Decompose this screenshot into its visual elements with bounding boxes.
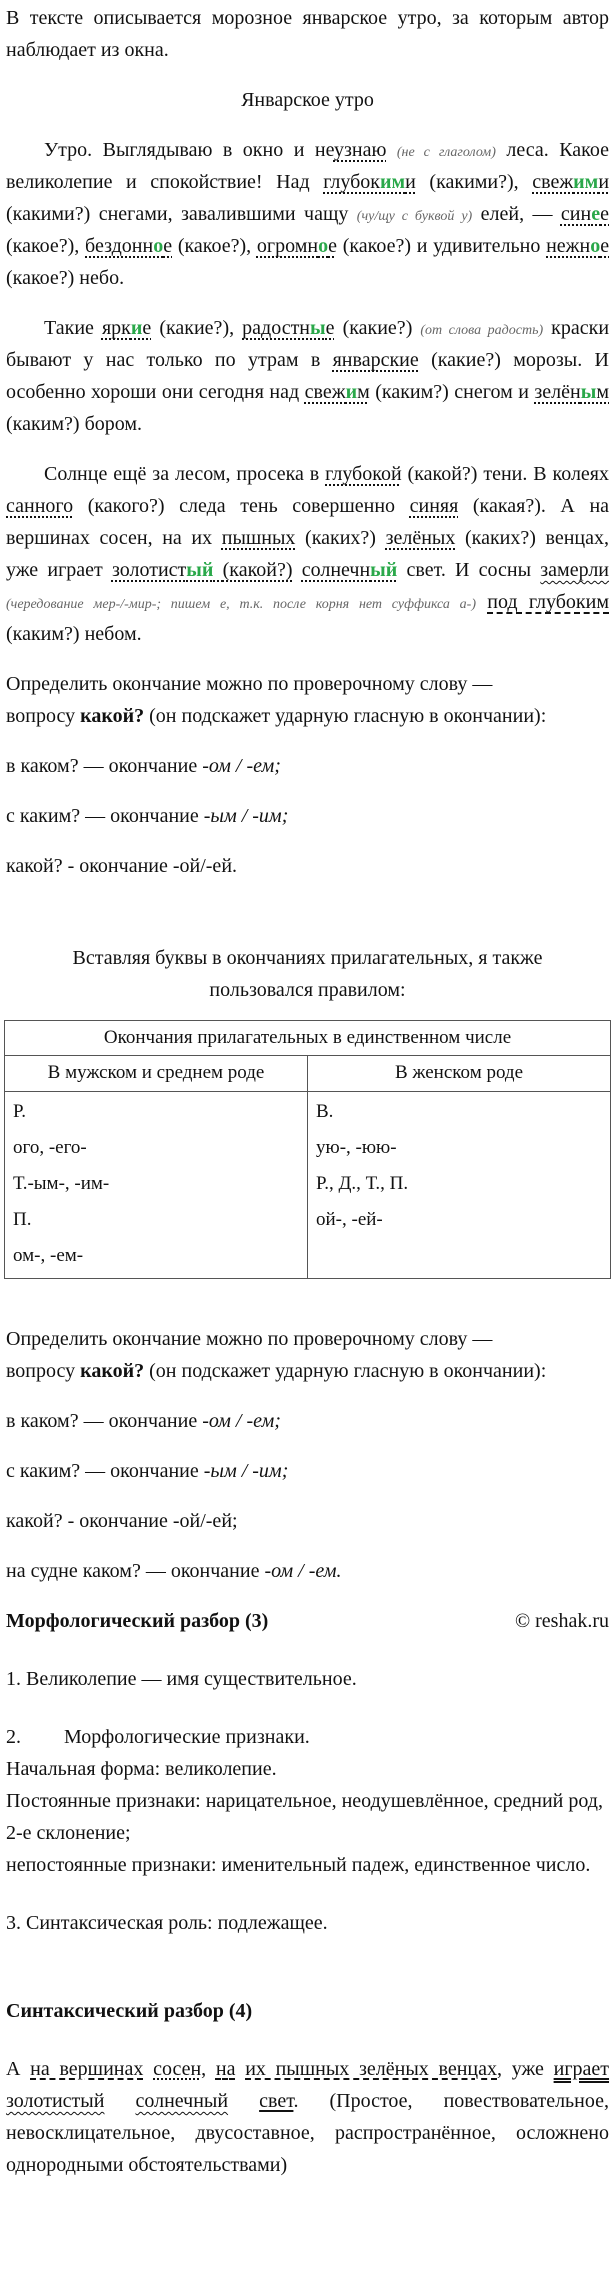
p1-note: (не с глаголом) xyxy=(396,145,496,160)
p1-word-glubokimi: глубокими xyxy=(323,171,416,193)
check-line: вопросу какой? (он подскажет ударную гласную в окончании): xyxy=(6,705,547,727)
morph-line: 2. Морфологические признаки. xyxy=(6,1725,310,1748)
check-line: Определить окончание можно по проверочному слову — xyxy=(6,673,493,695)
morph-line: непостоянные признаки: именительный падеж, единственное число. xyxy=(6,1853,591,1876)
p2-word-yanvarskie: январские xyxy=(332,349,419,371)
paragraph-2: Такие яркие (какие?), радостные (какие?) (от слова радость) краски бывают у нас только по утрам в январские (какие?) морозы. И особенно хороши они сегодня над свежим (каким?) снегом и зелёным (каким?) бором. xyxy=(6,317,610,435)
p1-word-ogromnoe: огромное xyxy=(256,235,337,257)
synt-heading: Синтаксический разбор (4) xyxy=(6,1999,253,2022)
p1-word-uznayu: узнаю xyxy=(333,139,387,161)
p1-word-svezhimi: свежими xyxy=(532,171,610,193)
p1-word-sinee: синее xyxy=(560,203,609,225)
check-block-1 xyxy=(6,668,609,882)
morph-line: 1. Великолепие — имя существительное. xyxy=(6,1667,357,1690)
table-cell-fem: В. ую-, -юю- Р., Д., Т., П. ой-, -ей- xyxy=(308,1091,611,1278)
p2-word-svezhim: свежим xyxy=(304,381,370,403)
morph-line: Начальная форма: великолепие. xyxy=(6,1757,277,1780)
intro-text: В тексте описывается морозное январское утро, за которым автор наблюдает из окна. xyxy=(6,7,609,61)
p3-word-sannogo: санного xyxy=(6,495,74,517)
morph-heading: Морфологический разбор (3) xyxy=(6,1609,269,1632)
check-rule: на судне каком? — окончание -ом / -ем. xyxy=(6,1559,342,1582)
p2-word-radostnye: радостные xyxy=(242,317,335,339)
p3-word-zamerli: замерли xyxy=(540,559,610,581)
synt-word: солнечный xyxy=(135,2089,229,2112)
p3-word-zelenyh: зелёных xyxy=(385,527,456,549)
copyright: © reshak.ru xyxy=(514,1609,609,1632)
synt-sentence: А на вершинах сосен, на их пышных зелёных венцах, уже играет золотистый солнечный свет. (Простое, повествовательное, невосклицательное, двусоставное, распространённое, осложнено однородными обстоятельствами) xyxy=(6,2057,610,2176)
check-rule: с каким? — окончание -ым / -им; xyxy=(6,1459,289,1482)
table-col-fem: В женском роде xyxy=(308,1056,611,1091)
p2-word-zelenym: зелёным xyxy=(534,381,610,403)
synt-subject: свет xyxy=(259,2089,294,2112)
p3-word-zolotistyy: золотистый (какой?) xyxy=(111,559,293,581)
check-rule: в каком? — окончание -ом / -ем; xyxy=(6,1409,281,1432)
table-title: Окончания прилагательных в единственном числе xyxy=(5,1021,611,1056)
table-col-masc: В мужском и среднем роде xyxy=(5,1056,308,1091)
check-block-2 xyxy=(6,1323,609,1587)
check-line: вопросу какой? (он подскажет ударную гласную в окончании): xyxy=(6,1359,547,1382)
check-rule: какой? - окончание -ой/-ей. xyxy=(6,855,238,877)
synt-word: сосен xyxy=(153,2057,202,2080)
table-cell-masc: Р. ого, -его- Т.-ым-, -им- П. ом-, -ем- xyxy=(5,1091,308,1278)
p1-word-nezhnoe: нежное xyxy=(546,235,610,257)
synt-word: их пышных зелёных венцах xyxy=(245,2057,497,2080)
check-rule: в каком? — окончание -ом / -ем; xyxy=(6,755,281,777)
p1-note: (чу/щу с буквой у) xyxy=(356,209,473,224)
p3-word-sinyaya: синяя xyxy=(409,495,459,517)
p3-word-pyshnyh: пышных xyxy=(221,527,296,549)
p3-word-glubokoy: глубокой xyxy=(325,463,402,485)
morph-line: 3. Синтаксическая роль: подлежащее. xyxy=(6,1911,328,1934)
paragraph-3: Солнце ещё за лесом, просека в глубокой (какой?) тени. В колеях санного (какого?) следа тень совершенно синяя (какая?). А на вершинах сосен, на их пышных (каких?) зелёных (каких?) венцах, уже играет золотистый (какой?) солнечный свет. И сосны замерли (чередование мер-/-мир-; пишем е, т.к. после корня нет суффикса а-) под глубоким (каким?) небом. xyxy=(6,463,610,645)
check-rule: с каким? — окончание -ым / -им; xyxy=(6,805,289,827)
p1-text: леса. Какое великолепие и спокойствие! Над xyxy=(6,139,609,193)
p1-text: Утро. Выглядываю в окно и не xyxy=(44,139,334,161)
paragraph-1: Утро. Выглядываю в окно и неузнаю (не с глаголом) леса. Какое великолепие и спокойствие! Над глубокими (какими?), свежими (какими?) снегами, завалившими чащу (чу/щу с буквой у) елей, — синее (какое?), бездонное (какое?), огромное (какое?) и удивительно нежное (какое?) небо. xyxy=(6,139,610,289)
text-title: Январское утро xyxy=(241,89,374,111)
synt-word: на xyxy=(215,2057,236,2080)
synt-predicate: играет xyxy=(553,2057,610,2080)
p2-word-yarkie: яркие xyxy=(101,317,152,339)
p3-word-pod-glubokim: под глубоким xyxy=(487,591,609,613)
p3-note: (чередование мер-/-мир-; пишем е, т.к. после корня нет суффикса а-) xyxy=(6,597,476,612)
morph-section xyxy=(6,1605,609,1939)
morph-line: Постоянные признаки: нарицательное, неодушевлённое, средний род, 2-е склонение; xyxy=(6,1789,603,1844)
p1-word-bezdonnoe: бездонное xyxy=(85,235,173,257)
rule-intro: Вставляя буквы в окончаниях прилагательных, я также пользовался правилом: xyxy=(72,947,543,1001)
synt-section xyxy=(6,1995,609,2181)
check-line: Определить окончание можно по проверочному слову — xyxy=(6,1327,493,1350)
p2-note: (от слова радость) xyxy=(420,323,544,338)
synt-word: на вершинах xyxy=(30,2057,144,2080)
synt-word: золотистый xyxy=(6,2089,105,2112)
endings-table xyxy=(4,1020,611,1279)
p3-word-solnechnyy: солнечный xyxy=(301,559,398,581)
check-rule: какой? - окончание -ой/-ей; xyxy=(6,1509,238,1532)
